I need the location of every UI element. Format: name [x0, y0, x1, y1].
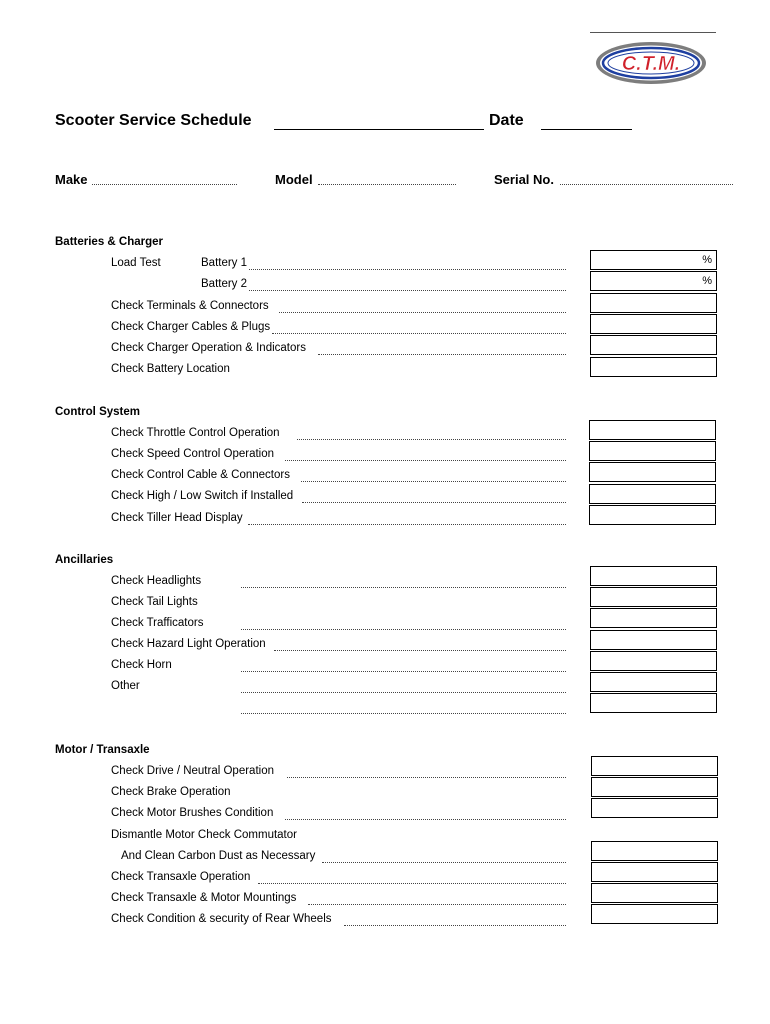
ctm-oval-logo-icon — [594, 40, 708, 86]
check-item-label: Check Hazard Light Operation — [111, 638, 266, 650]
leader-dots — [302, 502, 566, 503]
check-item-label: Check Motor Brushes Condition — [111, 807, 274, 819]
leader-dots — [318, 354, 566, 355]
check-item-label: Check Tail Lights — [111, 596, 198, 608]
leader-dots — [344, 925, 566, 926]
title-blank[interactable] — [274, 129, 484, 130]
serial-field[interactable] — [560, 184, 733, 185]
section-title-batteries: Batteries & Charger — [55, 236, 164, 248]
check-item-label: Check Terminals & Connectors — [111, 300, 269, 312]
serial-label: Serial No. — [494, 172, 554, 187]
check-box[interactable] — [590, 672, 717, 692]
leader-dots — [322, 862, 566, 863]
leader-dots — [249, 290, 566, 291]
check-item-label: Check Charger Cables & Plugs — [111, 321, 271, 333]
percent-sign: % — [702, 275, 712, 287]
check-box[interactable] — [590, 335, 717, 355]
date-blank[interactable] — [541, 129, 632, 130]
other-field-extra[interactable] — [241, 713, 566, 714]
leader-dots — [279, 312, 566, 313]
section-title-ancillaries: Ancillaries — [55, 554, 114, 566]
leader-dots — [301, 481, 566, 482]
leader-dots — [241, 671, 566, 672]
check-box[interactable] — [591, 862, 718, 882]
date-label: Date — [489, 112, 524, 129]
leader-dots — [285, 460, 566, 461]
model-label: Model — [275, 172, 313, 187]
leader-dots — [272, 333, 566, 334]
ctm-logo — [594, 40, 708, 86]
logo-text: C.T.M. — [621, 53, 681, 75]
make-field[interactable] — [92, 184, 237, 185]
check-item-label: Check Trafficators — [111, 617, 204, 629]
load-test-label: Load Test — [111, 257, 161, 269]
check-box[interactable] — [589, 484, 716, 504]
check-item-label: Check Transaxle & Motor Mountings — [111, 892, 297, 904]
check-box[interactable] — [590, 630, 717, 650]
check-box[interactable] — [590, 693, 717, 713]
check-item-label: Check High / Low Switch if Installed — [111, 490, 294, 502]
check-box[interactable] — [590, 566, 717, 586]
check-item-label: Check Transaxle Operation — [111, 871, 251, 883]
check-item-label: Check Headlights — [111, 575, 202, 587]
check-item-label: Check Throttle Control Operation — [111, 427, 280, 439]
check-box[interactable] — [590, 651, 717, 671]
leader-dots — [287, 777, 566, 778]
page-title: Scooter Service Schedule — [55, 112, 252, 129]
section-title-control: Control System — [55, 406, 140, 418]
leader-dots — [248, 524, 566, 525]
model-field[interactable] — [318, 184, 456, 185]
check-box[interactable] — [589, 505, 716, 525]
check-box[interactable] — [591, 904, 718, 924]
check-box[interactable] — [591, 841, 718, 861]
percent-sign: % — [702, 254, 712, 266]
check-box[interactable] — [590, 293, 717, 313]
check-item-label: Check Brake Operation — [111, 786, 231, 798]
check-item-label: Check Control Cable & Connectors — [111, 469, 290, 481]
check-item-label: Check Horn — [111, 659, 172, 671]
check-box[interactable] — [590, 608, 717, 628]
leader-dots — [241, 587, 566, 588]
check-item-label: Other — [111, 680, 140, 692]
check-box[interactable] — [590, 314, 717, 334]
check-item-label: Dismantle Motor Check Commutator — [111, 829, 297, 841]
check-item-label: Check Battery Location — [111, 363, 230, 375]
check-box[interactable] — [589, 441, 716, 461]
leader-dots — [241, 629, 566, 630]
check-item-label: And Clean Carbon Dust as Necessary — [121, 850, 316, 862]
section-title-motor: Motor / Transaxle — [55, 744, 150, 756]
check-item-label: Check Condition & security of Rear Wheels — [111, 913, 332, 925]
check-item-label: Check Speed Control Operation — [111, 448, 275, 460]
battery2-label: Battery 2 — [201, 278, 248, 290]
leader-dots — [258, 883, 566, 884]
check-box[interactable] — [591, 756, 718, 776]
battery1-label: Battery 1 — [201, 257, 248, 269]
check-box[interactable] — [590, 357, 717, 377]
check-box[interactable] — [589, 420, 716, 440]
leader-dots — [285, 819, 566, 820]
check-item-label: Check Charger Operation & Indicators — [111, 342, 306, 354]
check-box[interactable] — [591, 883, 718, 903]
leader-dots — [297, 439, 566, 440]
check-box[interactable] — [589, 462, 716, 482]
check-box[interactable] — [590, 587, 717, 607]
check-item-label: Check Tiller Head Display — [111, 512, 243, 524]
leader-dots — [308, 904, 566, 905]
leader-dots — [249, 269, 566, 270]
top-rule — [590, 32, 716, 33]
other-field[interactable] — [241, 692, 566, 693]
battery1-percent-box[interactable] — [590, 250, 717, 270]
battery2-percent-box[interactable] — [590, 271, 717, 291]
check-box[interactable] — [591, 777, 718, 797]
leader-dots — [274, 650, 566, 651]
check-item-label: Check Drive / Neutral Operation — [111, 765, 274, 777]
check-box[interactable] — [591, 798, 718, 818]
make-label: Make — [55, 172, 88, 187]
